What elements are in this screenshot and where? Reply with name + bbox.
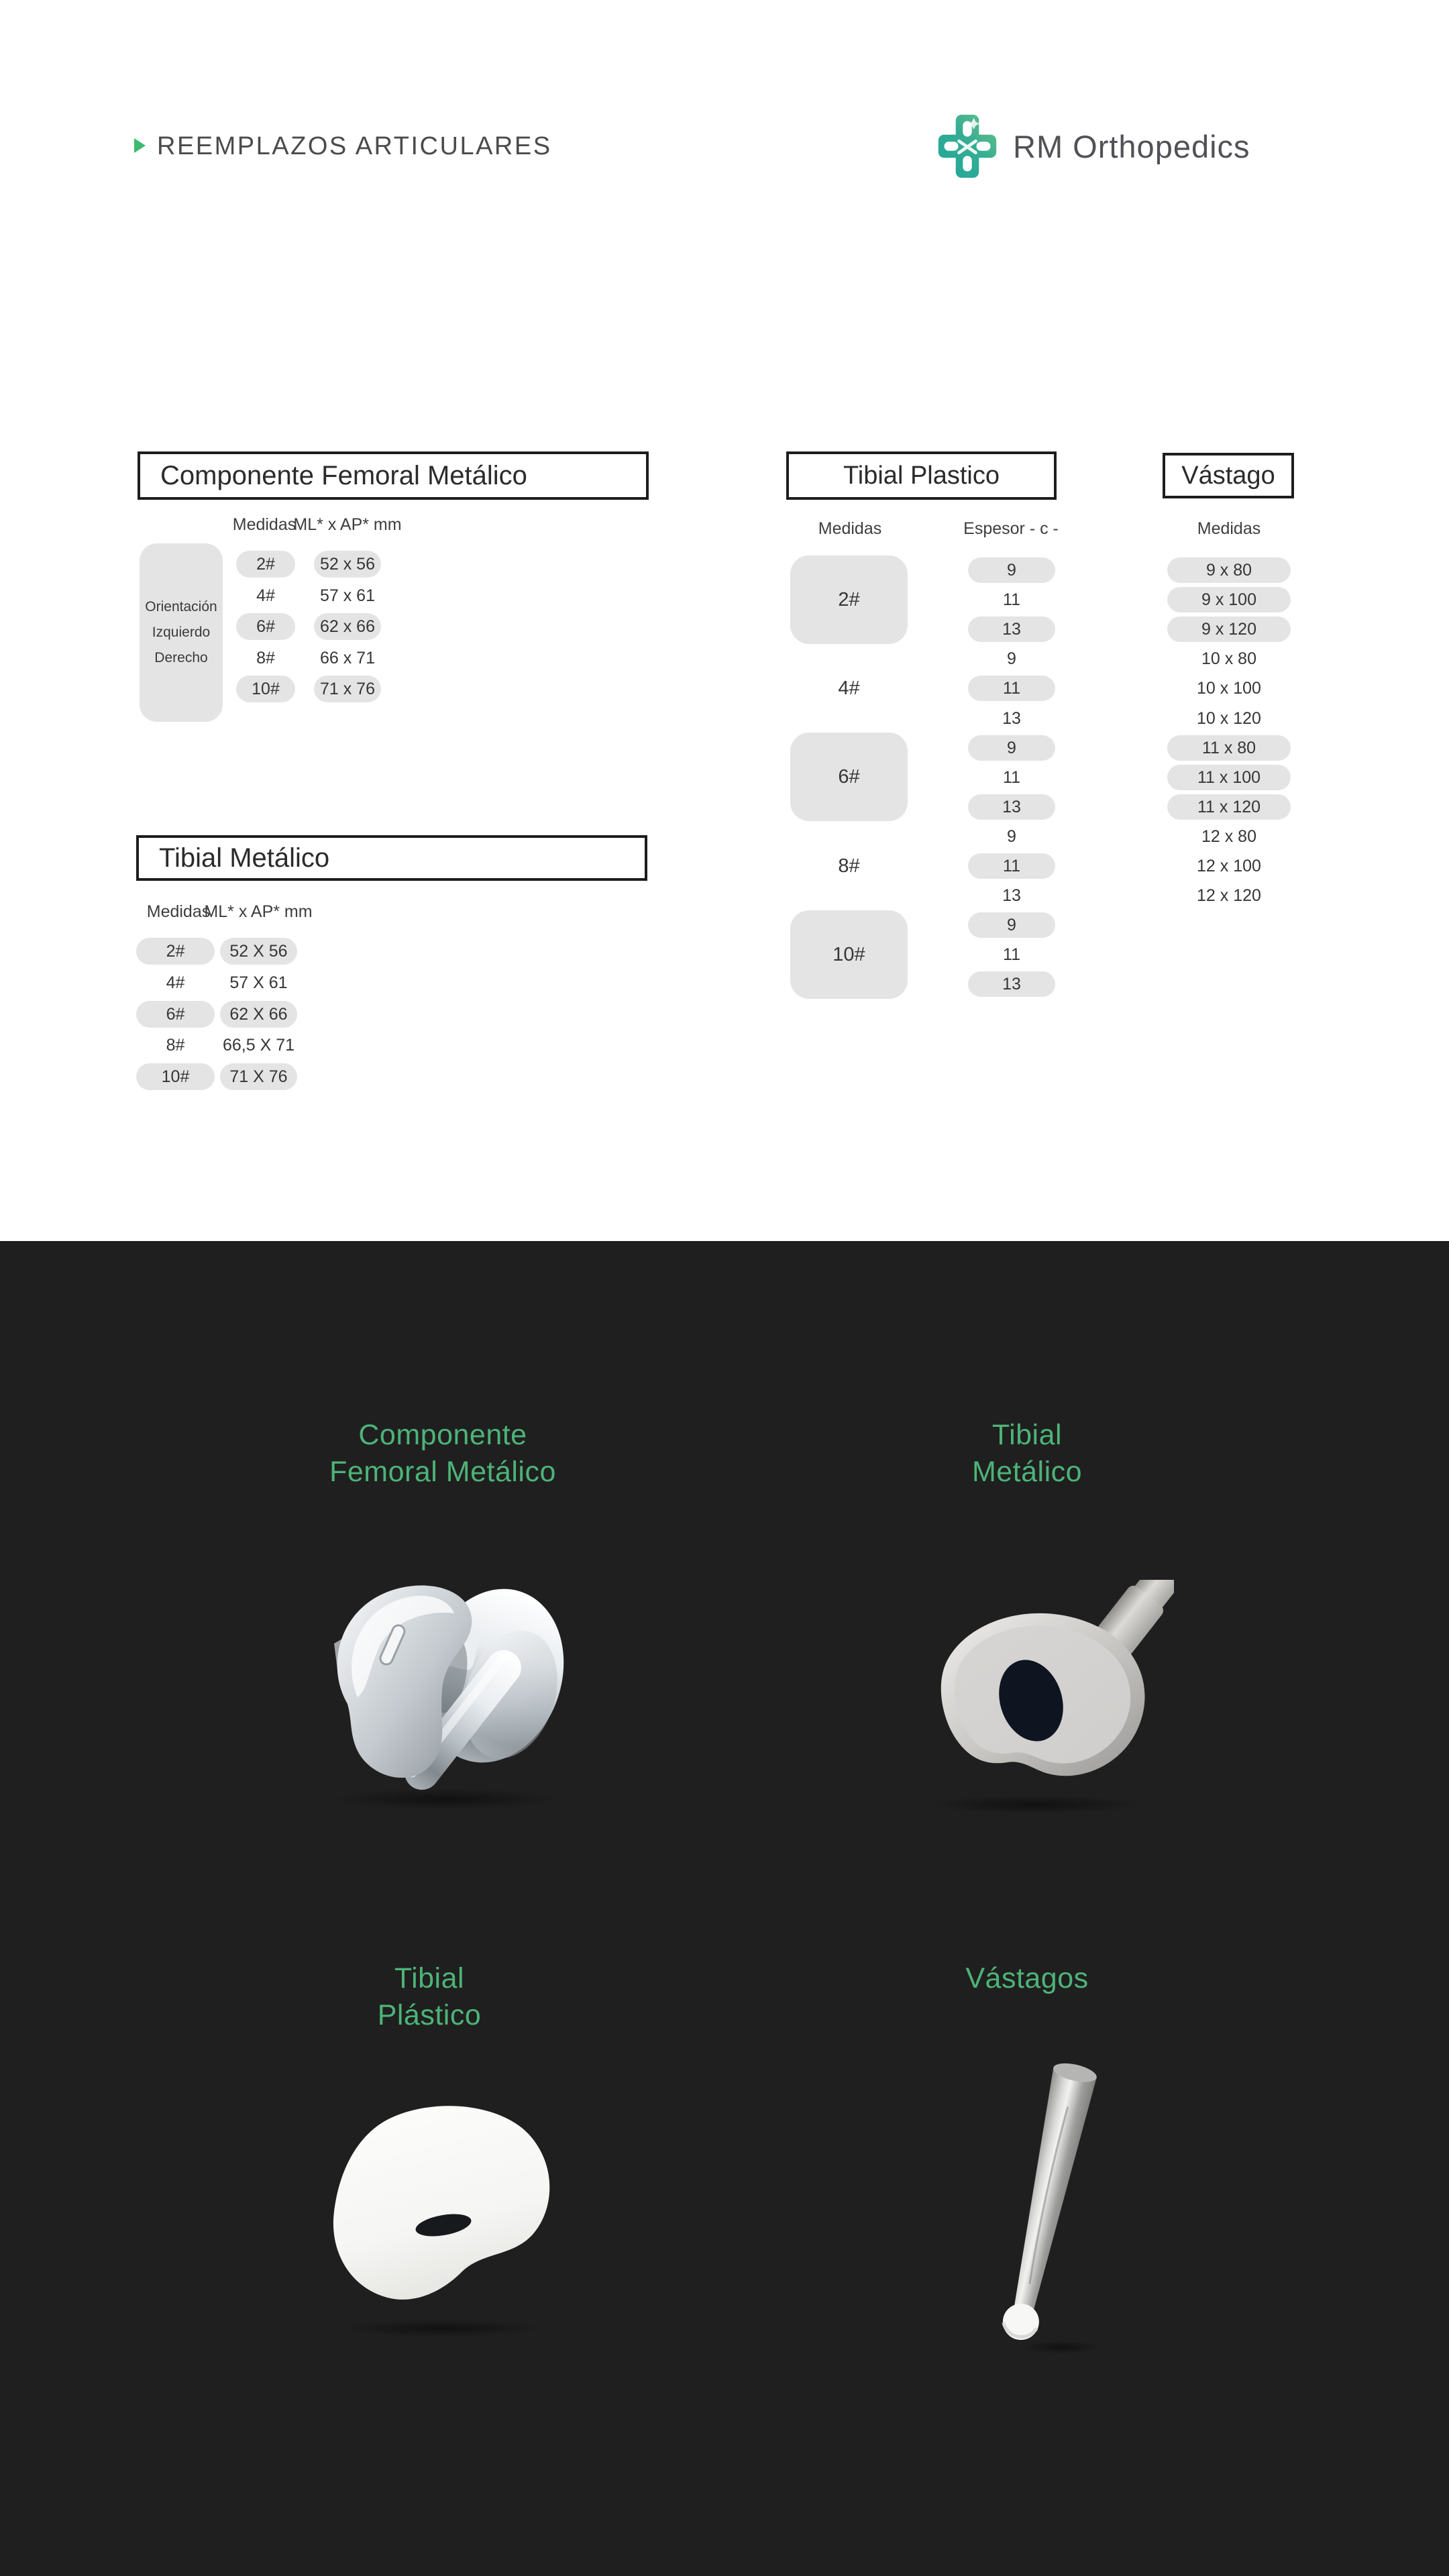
vastago-image: [987, 2057, 1105, 2356]
tibial-metalico-col-medidas: Medidas: [146, 902, 211, 921]
table-cell: 52 x 56: [314, 551, 381, 578]
table-cell: 11 x 80: [1167, 735, 1291, 761]
table-cell: 12 x 120: [1197, 885, 1261, 905]
table-cell: 10 x 120: [1197, 708, 1261, 728]
table-cell: 13: [1002, 885, 1021, 905]
table-cell: 4#: [166, 973, 185, 992]
table-cell: 9 x 100: [1167, 587, 1291, 612]
table-cell: 11 x 100: [1167, 765, 1291, 790]
table-cell: 66 x 71: [319, 648, 375, 667]
table-cell: 10#: [136, 1063, 215, 1090]
table-cell: 6#: [236, 613, 295, 640]
table-cell: 66,5 X 71: [222, 1035, 295, 1055]
tibial-metalico-image: [907, 1580, 1174, 1818]
table-cell: 10 x 80: [1201, 649, 1256, 668]
table-cell: 9: [968, 735, 1055, 761]
tibial-plastico-image: [311, 2091, 572, 2343]
table-cell: 11 x 120: [1167, 794, 1291, 820]
table-cell: 62 x 66: [314, 613, 381, 640]
gallery-section: [0, 1241, 1449, 2576]
size-group: 4#: [838, 677, 860, 699]
tibial-plastico-table-title: Tibial Plastico: [786, 451, 1057, 500]
table-cell: 11: [968, 853, 1055, 879]
vastago-col-medidas: Medidas: [1197, 519, 1261, 538]
table-cell: 8#: [256, 648, 275, 667]
table-cell: 71 X 76: [220, 1063, 297, 1090]
table-cell: 10 x 100: [1197, 678, 1261, 698]
table-cell: 52 X 56: [220, 938, 297, 965]
femoral-table-title: Componente Femoral Metálico: [138, 451, 649, 500]
brand-name: RM Orthopedics: [1013, 128, 1250, 164]
gallery-label-femoral: Componente Femoral Metálico: [329, 1419, 556, 1488]
table-cell: 6#: [136, 1001, 215, 1028]
gallery-label-vastagos: Vástagos: [965, 1962, 1089, 1994]
gallery-label-tibial-metalico: Tibial Metálico: [971, 1419, 1083, 1488]
table-cell: 11: [1003, 945, 1020, 964]
table-cell: 13: [968, 971, 1055, 997]
table-cell: 9: [968, 912, 1055, 938]
orientation-line: Derecho: [154, 650, 208, 665]
brand-logo: [938, 114, 1250, 178]
table-cell: 12 x 80: [1201, 826, 1256, 846]
vastago-table-title: Vástago: [1163, 453, 1294, 498]
table-cell: 12 x 100: [1197, 856, 1261, 875]
size-group: 6#: [790, 733, 908, 821]
table-cell: 9: [1007, 826, 1016, 846]
size-group: 2#: [790, 555, 908, 644]
table-cell: 9: [1007, 649, 1016, 668]
gallery-label-tibial-plastico: Tibial Plástico: [377, 1962, 482, 2031]
logo-cross-icon: [938, 114, 997, 178]
table-cell: 10#: [236, 676, 295, 702]
table-cell: 57 x 61: [319, 586, 375, 605]
page-title: REEMPLAZOS ARTICULARES: [157, 132, 552, 160]
table-cell: 13: [968, 616, 1055, 642]
femoral-component-image: [311, 1563, 568, 1814]
size-group: 10#: [790, 910, 908, 999]
femoral-col-mlap: ML* x AP* mm: [293, 515, 402, 534]
bullet-arrow-icon: [134, 138, 146, 153]
table-cell: 11: [968, 676, 1055, 701]
table-cell: 13: [968, 794, 1055, 820]
orientation-line: Izquierdo: [152, 625, 211, 640]
table-cell: 9 x 80: [1167, 557, 1291, 583]
table-cell: 57 X 61: [229, 973, 288, 992]
table-cell: 11: [1003, 767, 1020, 787]
table-cell: 4#: [256, 586, 275, 605]
table-cell: 13: [1002, 708, 1021, 728]
tibial-metalico-table-title: Tibial Metálico: [136, 835, 647, 881]
femoral-col-medidas: Medidas: [232, 515, 297, 534]
table-cell: 8#: [166, 1035, 185, 1055]
orientation-box: [140, 543, 223, 722]
tibial-plastico-col-medidas: Medidas: [818, 519, 882, 538]
size-group: 8#: [838, 855, 860, 877]
table-cell: 2#: [136, 938, 215, 965]
table-cell: 71 x 76: [314, 676, 381, 702]
table-cell: 2#: [236, 551, 295, 578]
table-cell: 11: [1003, 590, 1020, 609]
table-cell: 62 X 66: [220, 1001, 297, 1028]
tibial-metalico-col-mlap: ML* x AP* mm: [204, 902, 313, 921]
orientation-line: Orientación: [145, 599, 217, 614]
table-cell: 9 x 120: [1167, 616, 1291, 642]
tibial-plastico-col-espesor: Espesor - c -: [963, 519, 1059, 538]
table-cell: 9: [968, 557, 1055, 583]
